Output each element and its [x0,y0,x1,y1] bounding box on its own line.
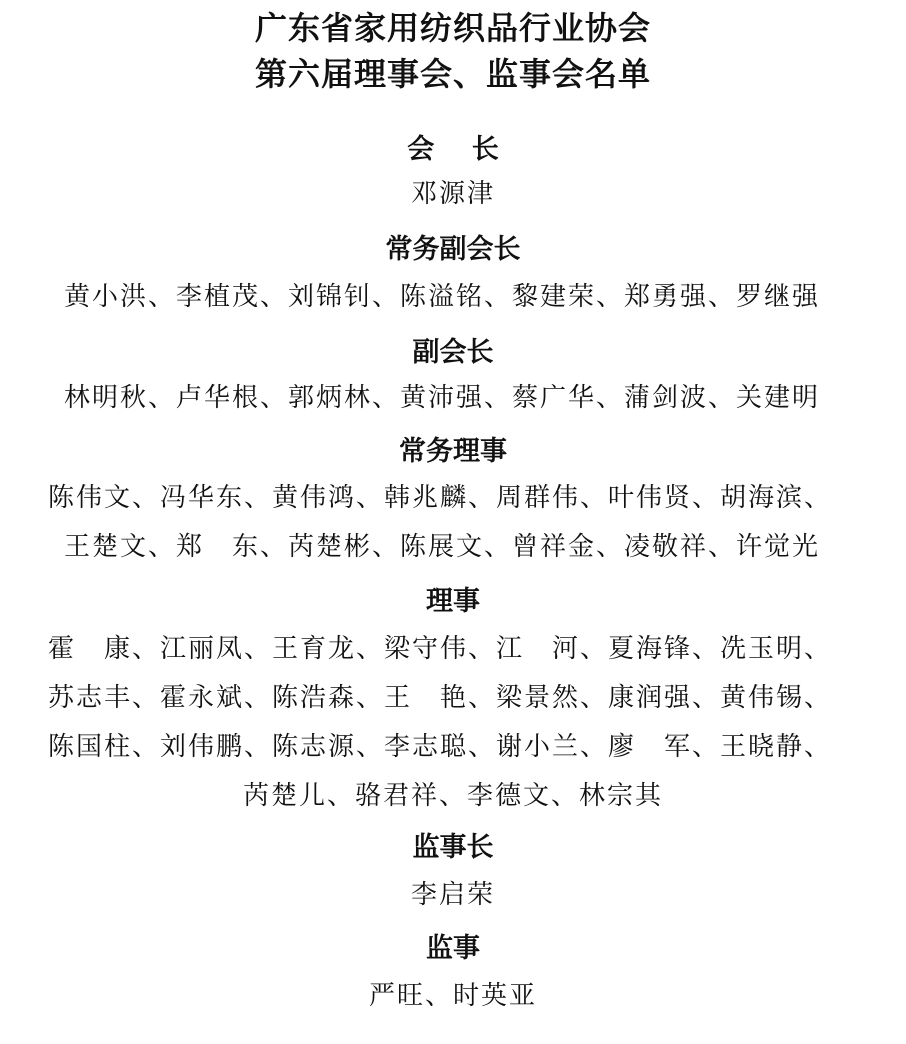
director-names-line-2: 苏志丰、霍永斌、陈浩森、王 艳、梁景然、康润强、黄伟锡、 [48,683,833,713]
director-names-line-4: 芮楚儿、骆君祥、李德文、林宗其 [242,781,663,811]
executive-director-names-line-2: 王楚文、郑 东、芮楚彬、陈展文、曾祥金、凌敬祥、许觉光 [64,532,821,562]
section-heading-executive-directors: 常务理事 [399,436,507,467]
section-heading-supervisors: 监事 [426,933,480,964]
director-names-line-1: 霍 康、江丽凤、王育龙、梁守伟、江 河、夏海锋、冼玉明、 [48,634,833,664]
chief-supervisor-names: 李启荣 [410,880,495,910]
document-title: 广东省家用纺织品行业协会 [254,9,651,47]
section-heading-president: 会 长 [407,134,513,165]
section-heading-executive-vice-presidents: 常务副会长 [385,234,521,265]
director-names-line-3: 陈国柱、刘伟鹏、陈志源、李志聪、谢小兰、廖 军、王晓静、 [48,732,833,762]
supervisor-names: 严旺、时英亚 [368,981,537,1011]
section-heading-chief-supervisor: 监事长 [412,832,494,863]
president-names: 邓源津 [410,179,495,209]
executive-vice-president-names: 黄小洪、李植茂、刘锦钊、陈溢铭、黎建荣、郑勇强、罗继强 [64,282,821,312]
section-heading-directors: 理事 [426,586,480,617]
section-heading-vice-presidents: 副会长 [412,337,494,368]
vice-president-names: 林明秋、卢华根、郭炳林、黄沛强、蔡广华、蒲剑波、关建明 [64,383,821,413]
document-subtitle: 第六届理事会、监事会名单 [254,55,651,93]
executive-director-names-line-1: 陈伟文、冯华东、黄伟鸿、韩兆麟、周群伟、叶伟贤、胡海滨、 [48,483,833,513]
